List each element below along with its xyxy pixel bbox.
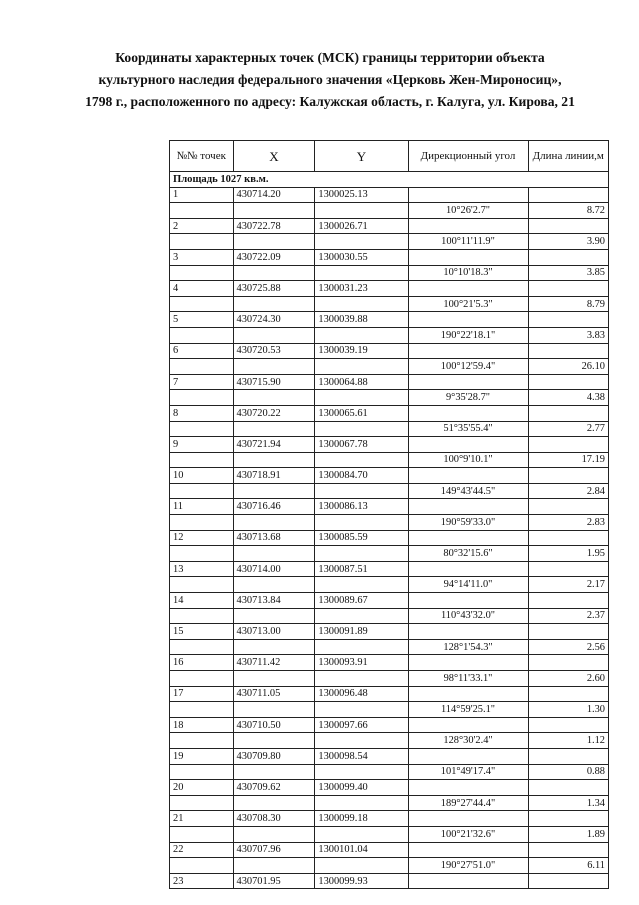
point-y: 1300025.13 (315, 187, 408, 203)
empty-cell (528, 780, 609, 796)
empty-cell (528, 593, 609, 609)
point-number: 14 (170, 593, 234, 609)
point-number: 15 (170, 624, 234, 640)
point-row (170, 530, 609, 546)
header-y: Y (315, 141, 408, 172)
empty-cell (233, 671, 315, 687)
point-y: 1300099.40 (315, 780, 408, 796)
point-y: 1300087.51 (315, 561, 408, 577)
empty-cell (315, 826, 408, 842)
segment-length: 3.85 (528, 265, 609, 281)
empty-cell (315, 265, 408, 281)
empty-cell (408, 811, 528, 827)
empty-cell (315, 702, 408, 718)
empty-cell (170, 483, 234, 499)
empty-cell (170, 764, 234, 780)
empty-cell (315, 483, 408, 499)
point-number: 21 (170, 811, 234, 827)
empty-cell (408, 748, 528, 764)
segment-direction-angle: 189°27'44.4" (408, 795, 528, 811)
empty-cell (315, 858, 408, 874)
point-number: 8 (170, 405, 234, 421)
point-x: 430725.88 (233, 281, 315, 297)
segment-row (170, 608, 609, 624)
segment-direction-angle: 149°43'44.5" (408, 483, 528, 499)
segment-row (170, 826, 609, 842)
empty-cell (528, 842, 609, 858)
point-row (170, 499, 609, 515)
point-y: 1300065.61 (315, 405, 408, 421)
point-row (170, 780, 609, 796)
empty-cell (528, 873, 609, 889)
point-number: 20 (170, 780, 234, 796)
empty-cell (233, 639, 315, 655)
point-number: 10 (170, 468, 234, 484)
empty-cell (528, 249, 609, 265)
empty-cell (315, 764, 408, 780)
point-y: 1300039.88 (315, 312, 408, 328)
point-number: 9 (170, 437, 234, 453)
title-line-2: культурного наследия федерального значения «Церковь Жен-Мироносиц», (98, 72, 562, 87)
point-number: 22 (170, 842, 234, 858)
point-row (170, 281, 609, 297)
empty-cell (528, 811, 609, 827)
point-number: 16 (170, 655, 234, 671)
segment-row (170, 577, 609, 593)
point-x: 430713.68 (233, 530, 315, 546)
empty-cell (170, 795, 234, 811)
empty-cell (170, 390, 234, 406)
empty-cell (233, 296, 315, 312)
point-row (170, 312, 609, 328)
segment-row (170, 733, 609, 749)
point-number: 6 (170, 343, 234, 359)
point-x: 430724.30 (233, 312, 315, 328)
point-y: 1300099.18 (315, 811, 408, 827)
segment-length: 2.77 (528, 421, 609, 437)
empty-cell (315, 421, 408, 437)
empty-cell (233, 577, 315, 593)
empty-cell (408, 187, 528, 203)
empty-cell (170, 203, 234, 219)
empty-cell (315, 733, 408, 749)
point-x: 430718.91 (233, 468, 315, 484)
empty-cell (233, 858, 315, 874)
empty-cell (528, 187, 609, 203)
empty-cell (233, 795, 315, 811)
empty-cell (315, 515, 408, 531)
segment-direction-angle: 94°14'11.0" (408, 577, 528, 593)
segment-row (170, 421, 609, 437)
empty-cell (408, 468, 528, 484)
point-x: 430708.30 (233, 811, 315, 827)
point-x: 430720.22 (233, 405, 315, 421)
empty-cell (408, 780, 528, 796)
empty-cell (315, 671, 408, 687)
empty-cell (233, 265, 315, 281)
empty-cell (315, 452, 408, 468)
segment-direction-angle: 100°21'5.3" (408, 296, 528, 312)
empty-cell (408, 437, 528, 453)
segment-length: 8.72 (528, 203, 609, 219)
empty-cell (528, 717, 609, 733)
empty-cell (315, 234, 408, 250)
empty-cell (315, 296, 408, 312)
point-number: 18 (170, 717, 234, 733)
point-number: 17 (170, 686, 234, 702)
empty-cell (528, 437, 609, 453)
area-label: Площадь 1027 кв.м. (170, 172, 609, 188)
point-y: 1300039.19 (315, 343, 408, 359)
header-point-number: №№ точек (170, 141, 234, 172)
coordinates-table (169, 140, 609, 889)
segment-length: 8.79 (528, 296, 609, 312)
segment-direction-angle: 10°10'18.3" (408, 265, 528, 281)
empty-cell (170, 826, 234, 842)
empty-cell (233, 733, 315, 749)
point-y: 1300084.70 (315, 468, 408, 484)
segment-length: 3.90 (528, 234, 609, 250)
point-y: 1300026.71 (315, 218, 408, 234)
title-line-3: 1798 г., расположенного по адресу: Калужская область, г. Калуга, ул. Кирова, 21 (85, 94, 575, 109)
segment-length: 2.60 (528, 671, 609, 687)
empty-cell (528, 624, 609, 640)
point-row (170, 437, 609, 453)
point-y: 1300091.89 (315, 624, 408, 640)
point-number: 3 (170, 249, 234, 265)
segment-length: 2.83 (528, 515, 609, 531)
empty-cell (170, 327, 234, 343)
segment-direction-angle: 100°21'32.6" (408, 826, 528, 842)
point-number: 23 (170, 873, 234, 889)
segment-direction-angle: 100°9'10.1" (408, 452, 528, 468)
point-row (170, 468, 609, 484)
point-x: 430711.05 (233, 686, 315, 702)
point-row (170, 561, 609, 577)
point-row (170, 593, 609, 609)
point-row (170, 842, 609, 858)
document-title (40, 47, 620, 113)
empty-cell (408, 405, 528, 421)
empty-cell (408, 873, 528, 889)
empty-cell (408, 249, 528, 265)
empty-cell (233, 421, 315, 437)
empty-cell (233, 515, 315, 531)
empty-cell (528, 374, 609, 390)
table-body (170, 172, 609, 889)
point-x: 430722.09 (233, 249, 315, 265)
segment-length: 3.83 (528, 327, 609, 343)
segment-length: 2.84 (528, 483, 609, 499)
empty-cell (528, 218, 609, 234)
segment-length: 1.12 (528, 733, 609, 749)
point-y: 1300101.04 (315, 842, 408, 858)
segment-row (170, 234, 609, 250)
empty-cell (233, 327, 315, 343)
empty-cell (528, 405, 609, 421)
empty-cell (170, 639, 234, 655)
empty-cell (233, 826, 315, 842)
empty-cell (315, 359, 408, 375)
empty-cell (315, 203, 408, 219)
point-x: 430716.46 (233, 499, 315, 515)
empty-cell (315, 608, 408, 624)
point-x: 430721.94 (233, 437, 315, 453)
empty-cell (408, 374, 528, 390)
empty-cell (528, 281, 609, 297)
empty-cell (408, 499, 528, 515)
empty-cell (170, 577, 234, 593)
segment-direction-angle: 100°11'11.9" (408, 234, 528, 250)
point-y: 1300096.48 (315, 686, 408, 702)
empty-cell (408, 624, 528, 640)
segment-row (170, 858, 609, 874)
segment-direction-angle: 190°27'51.0" (408, 858, 528, 874)
segment-length: 0.88 (528, 764, 609, 780)
segment-row (170, 764, 609, 780)
point-x: 430722.78 (233, 218, 315, 234)
empty-cell (233, 764, 315, 780)
point-row (170, 873, 609, 889)
empty-cell (528, 499, 609, 515)
point-row (170, 717, 609, 733)
segment-row (170, 296, 609, 312)
empty-cell (233, 702, 315, 718)
empty-cell (408, 218, 528, 234)
header-direction-angle: Дирекционный угол (408, 141, 528, 172)
segment-row (170, 359, 609, 375)
point-x: 430713.00 (233, 624, 315, 640)
empty-cell (315, 795, 408, 811)
segment-direction-angle: 51°35'55.4" (408, 421, 528, 437)
point-x: 430711.42 (233, 655, 315, 671)
empty-cell (408, 655, 528, 671)
empty-cell (528, 343, 609, 359)
empty-cell (408, 530, 528, 546)
empty-cell (528, 686, 609, 702)
point-number: 1 (170, 187, 234, 203)
segment-direction-angle: 101°49'17.4" (408, 764, 528, 780)
point-number: 19 (170, 748, 234, 764)
segment-direction-angle: 10°26'2.7" (408, 203, 528, 219)
point-y: 1300064.88 (315, 374, 408, 390)
empty-cell (170, 546, 234, 562)
point-row (170, 374, 609, 390)
segment-row (170, 546, 609, 562)
point-y: 1300086.13 (315, 499, 408, 515)
segment-direction-angle: 100°12'59.4" (408, 359, 528, 375)
empty-cell (408, 842, 528, 858)
point-y: 1300093.91 (315, 655, 408, 671)
point-y: 1300067.78 (315, 437, 408, 453)
point-y: 1300031.23 (315, 281, 408, 297)
segment-row (170, 452, 609, 468)
table-header-row (170, 141, 609, 172)
header-x: X (233, 141, 315, 172)
segment-direction-angle: 110°43'32.0" (408, 608, 528, 624)
point-row (170, 249, 609, 265)
point-y: 1300085.59 (315, 530, 408, 546)
segment-direction-angle: 9°35'28.7" (408, 390, 528, 406)
segment-row (170, 390, 609, 406)
empty-cell (408, 281, 528, 297)
point-row (170, 748, 609, 764)
segment-row (170, 265, 609, 281)
empty-cell (233, 483, 315, 499)
segment-length: 26.10 (528, 359, 609, 375)
empty-cell (408, 561, 528, 577)
empty-cell (233, 452, 315, 468)
segment-direction-angle: 190°59'33.0" (408, 515, 528, 531)
point-row (170, 655, 609, 671)
point-row (170, 624, 609, 640)
point-y: 1300089.67 (315, 593, 408, 609)
segment-length: 2.56 (528, 639, 609, 655)
empty-cell (170, 452, 234, 468)
segment-row (170, 327, 609, 343)
empty-cell (408, 312, 528, 328)
point-x: 430707.96 (233, 842, 315, 858)
point-number: 13 (170, 561, 234, 577)
empty-cell (528, 561, 609, 577)
point-x: 430714.20 (233, 187, 315, 203)
empty-cell (170, 608, 234, 624)
point-row (170, 187, 609, 203)
title-line-1: Координаты характерных точек (МСК) границы территории объекта (115, 50, 545, 65)
segment-row (170, 515, 609, 531)
point-y: 1300099.93 (315, 873, 408, 889)
empty-cell (170, 671, 234, 687)
segment-length: 17.19 (528, 452, 609, 468)
segment-direction-angle: 114°59'25.1" (408, 702, 528, 718)
point-number: 2 (170, 218, 234, 234)
empty-cell (233, 203, 315, 219)
empty-cell (233, 359, 315, 375)
point-x: 430720.53 (233, 343, 315, 359)
point-x: 430715.90 (233, 374, 315, 390)
empty-cell (528, 655, 609, 671)
point-x: 430709.62 (233, 780, 315, 796)
empty-cell (315, 390, 408, 406)
point-row (170, 405, 609, 421)
point-x: 430713.84 (233, 593, 315, 609)
empty-cell (315, 546, 408, 562)
segment-length: 6.11 (528, 858, 609, 874)
point-number: 12 (170, 530, 234, 546)
segment-length: 1.30 (528, 702, 609, 718)
empty-cell (315, 327, 408, 343)
empty-cell (315, 639, 408, 655)
empty-cell (408, 686, 528, 702)
empty-cell (408, 343, 528, 359)
point-y: 1300097.66 (315, 717, 408, 733)
point-x: 430701.95 (233, 873, 315, 889)
empty-cell (233, 234, 315, 250)
segment-row (170, 702, 609, 718)
point-y: 1300098.54 (315, 748, 408, 764)
point-number: 5 (170, 312, 234, 328)
segment-direction-angle: 128°1'54.3" (408, 639, 528, 655)
empty-cell (233, 546, 315, 562)
segment-length: 2.17 (528, 577, 609, 593)
segment-row (170, 203, 609, 219)
empty-cell (528, 748, 609, 764)
segment-row (170, 671, 609, 687)
empty-cell (528, 468, 609, 484)
empty-cell (528, 312, 609, 328)
empty-cell (528, 530, 609, 546)
empty-cell (170, 515, 234, 531)
point-x: 430714.00 (233, 561, 315, 577)
empty-cell (170, 858, 234, 874)
header-line-length: Длина линии,м (528, 141, 609, 172)
segment-row (170, 483, 609, 499)
empty-cell (170, 265, 234, 281)
segment-length: 1.89 (528, 826, 609, 842)
empty-cell (170, 421, 234, 437)
segment-length: 2.37 (528, 608, 609, 624)
empty-cell (170, 733, 234, 749)
point-row (170, 343, 609, 359)
empty-cell (170, 234, 234, 250)
empty-cell (170, 702, 234, 718)
empty-cell (170, 296, 234, 312)
empty-cell (315, 577, 408, 593)
segment-direction-angle: 80°32'15.6" (408, 546, 528, 562)
area-row (170, 172, 609, 188)
segment-length: 1.95 (528, 546, 609, 562)
point-x: 430709.80 (233, 748, 315, 764)
segment-direction-angle: 128°30'2.4" (408, 733, 528, 749)
point-number: 11 (170, 499, 234, 515)
empty-cell (408, 717, 528, 733)
point-row (170, 218, 609, 234)
segment-row (170, 795, 609, 811)
segment-length: 4.38 (528, 390, 609, 406)
point-y: 1300030.55 (315, 249, 408, 265)
empty-cell (233, 390, 315, 406)
point-row (170, 686, 609, 702)
segment-direction-angle: 190°22'18.1" (408, 327, 528, 343)
empty-cell (408, 593, 528, 609)
segment-row (170, 639, 609, 655)
empty-cell (233, 608, 315, 624)
point-x: 430710.50 (233, 717, 315, 733)
segment-direction-angle: 98°11'33.1" (408, 671, 528, 687)
point-row (170, 811, 609, 827)
point-number: 7 (170, 374, 234, 390)
point-number: 4 (170, 281, 234, 297)
empty-cell (170, 359, 234, 375)
segment-length: 1.34 (528, 795, 609, 811)
